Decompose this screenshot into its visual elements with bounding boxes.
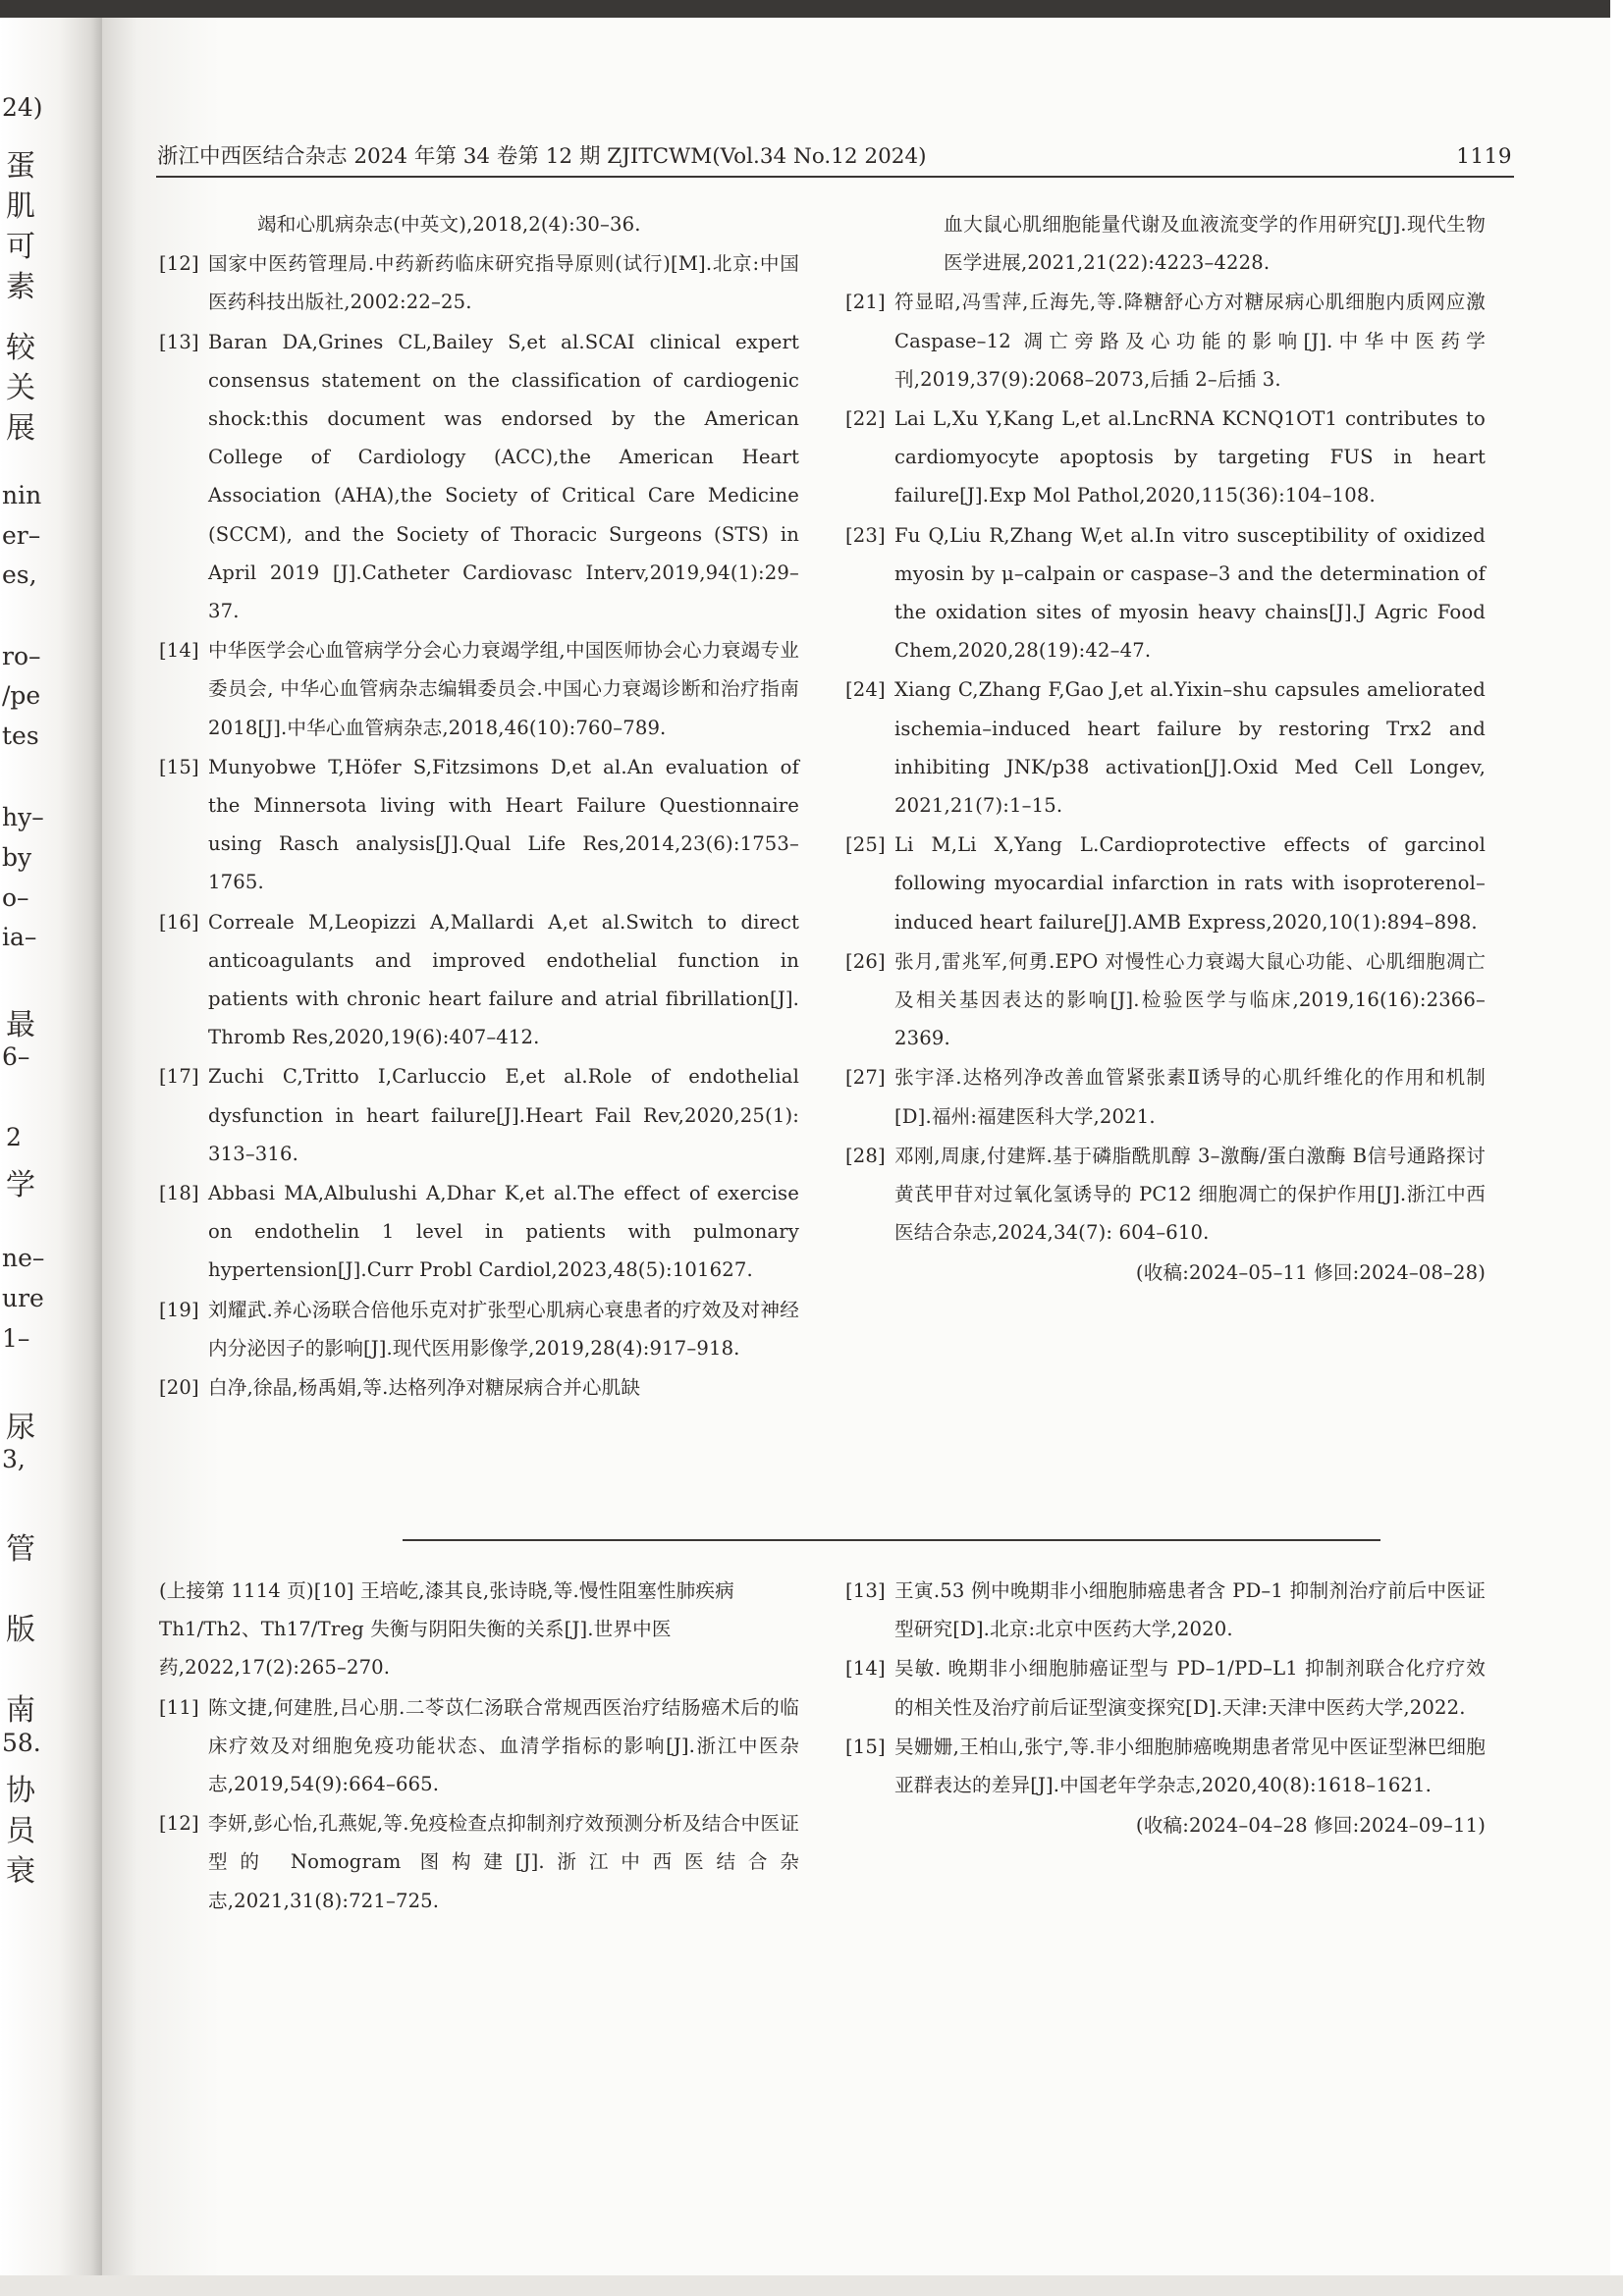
- margin-fragment: o–: [2, 883, 29, 912]
- reference-number: [16]: [159, 910, 199, 934]
- reference-number: [15]: [845, 1735, 886, 1758]
- reference-number: [14]: [845, 1657, 886, 1681]
- reference-number: [21]: [845, 291, 886, 314]
- reference-number: [12]: [159, 1812, 199, 1836]
- margin-fragment: 58.: [2, 1729, 41, 1757]
- reference-number: [11]: [159, 1695, 199, 1719]
- margin-fragment: 6–: [2, 1042, 30, 1071]
- reference-number: [24]: [845, 678, 886, 702]
- margin-fragment: ro–: [2, 642, 41, 670]
- reference-text: Baran DA,Grines CL,Bailey S,et al.SCAI clinical expert consensus statement on the classification of cardiogenic shock:this document was endorsed by the American College of Cardiology (ACC),the American Heart Association (AHA),the Society of Critical Care Medicine (SCCM), and the Society of Thoracic Surgeons (STS) in April 2019 [J].Catheter Cardiovasc Interv,2019,94(1):29–37.: [208, 330, 799, 623]
- reference-text: 张月,雷兆军,何勇.EPO 对慢性心力衰竭大鼠心功能、心肌细胞凋亡及相关基因表达的影响[J].检验医学与临床,2019,16(16):2366–2369.: [894, 949, 1486, 1050]
- reference-number: [22]: [845, 407, 886, 431]
- reference-text: 符显昭,冯雪萍,丘海先,等.降糖舒心方对糖尿病心肌细胞内质网应激 Caspase–12 凋亡旁路及心功能的影响[J].中华中医药学刊,2019,37(9):2068–2073,后插 2–后插 3.: [894, 291, 1486, 391]
- margin-fragment: 较: [6, 331, 35, 365]
- reference-text: 白净,徐晶,杨禹娟,等.达格列净对糖尿病合并心肌缺: [208, 1376, 641, 1400]
- reference-item: [159, 1688, 799, 1804]
- reference-item: [845, 1649, 1486, 1726]
- margin-fragment: 南: [6, 1693, 35, 1728]
- reference-text: 中华医学会心血管病学分会心力衰竭学组,中国医师协会心力衰竭专业委员会, 中华心血管病杂志编辑委员会.中国心力衰竭诊断和治疗指南 2018[J].中华心血管病杂志,2018,46(10):760–789.: [208, 639, 799, 739]
- reference-item: [159, 1291, 799, 1367]
- margin-fragment: 肌: [6, 189, 35, 224]
- margin-fragment: ia–: [2, 923, 37, 951]
- reference-number: [25]: [845, 833, 886, 857]
- reference-number: [13]: [159, 330, 199, 353]
- reference-item: [159, 903, 799, 1057]
- margin-fragment: er–: [2, 521, 41, 550]
- reference-text: 竭和心肌病杂志(中英文),2018,2(4):30–36.: [257, 213, 641, 236]
- article1-right-column: [845, 205, 1486, 1293]
- reference-text: Li M,Li X,Yang L.Cardioprotective effects of garcinol following myocardial infarction in rats with isoproterenol–induced heart failure[J].AMB Express,2020,10(1):894–898.: [894, 833, 1486, 934]
- reference-number: [18]: [159, 1182, 199, 1205]
- margin-fragment: 版: [6, 1613, 35, 1647]
- margin-fragment: ne–: [2, 1244, 45, 1272]
- reference-text: Lai L,Xu Y,Kang L,et al.LncRNA KCNQ1OT1 contributes to cardiomyocyte apoptosis by targeting FUS in heart failure[J].Exp Mol Pathol,2020,115(36):104–108.: [894, 407, 1486, 507]
- reference-text: 王寅.53 例中晚期非小细胞肺癌患者含 PD–1 抑制剂治疗前后中医证型研究[D].北京:北京中医药大学,2020.: [894, 1579, 1486, 1641]
- reference-item: [845, 400, 1486, 515]
- margin-fragment: 管: [6, 1532, 35, 1567]
- reference-text: 刘耀武.养心汤联合倍他乐克对扩张型心肌病心衰患者的疗效及对神经内分泌因子的影响[J].现代医用影像学,2019,28(4):917–918.: [208, 1298, 799, 1360]
- reference-item: [159, 748, 799, 902]
- received-revised-dates: (收稿:2024–05–11 修回:2024–08–28): [1135, 1261, 1486, 1285]
- reference-item: [159, 1368, 799, 1407]
- reference-item: [159, 1572, 799, 1687]
- margin-fragment: 最: [6, 1008, 35, 1042]
- received-revised-dates: (收稿:2024–04–28 修回:2024–09–11): [1135, 1814, 1486, 1838]
- journal-page: [102, 18, 1610, 2275]
- margin-fragment: ure: [2, 1284, 44, 1312]
- running-header: [157, 139, 1512, 170]
- reference-item: [845, 283, 1486, 399]
- reference-text: 血大鼠心肌细胞能量代谢及血液流变学的作用研究[J].现代生物医学进展,2021,21(22):4223–4228.: [944, 213, 1486, 275]
- journal-title: 浙江中西医结合杂志 2024 年第 34 卷第 12 期 ZJITCWM(Vol.34 No.12 2024): [157, 144, 927, 169]
- reference-number: [20]: [159, 1376, 199, 1400]
- reference-item: [845, 1572, 1486, 1648]
- margin-fragment: by: [2, 843, 32, 872]
- margin-fragment: 可: [6, 230, 35, 264]
- reference-number: [26]: [845, 949, 886, 973]
- margin-fragment: 蛋: [6, 149, 35, 184]
- margin-fragment: 衰: [6, 1854, 35, 1889]
- reference-number: [12]: [159, 252, 199, 276]
- reference-text: 邓刚,周康,付建辉.基于磷脂酰肌醇 3–激酶/蛋白激酶 B信号通路探讨黄芪甲苷对过氧化氢诱导的 PC12 细胞凋亡的保护作用[J].浙江中西医结合杂志,2024,34(7): 604–610.: [894, 1144, 1486, 1245]
- article1-left-column: [159, 205, 799, 1408]
- margin-fragment: es,: [2, 561, 37, 589]
- reference-number: [17]: [159, 1065, 199, 1089]
- reference-text: 吴姗姗,王柏山,张宁,等.非小细胞肺癌晚期患者常见中医证型淋巴细胞亚群表达的差异[J].中国老年学杂志,2020,40(8):1618–1621.: [894, 1735, 1486, 1797]
- reference-item: [845, 942, 1486, 1058]
- reference-item: [845, 205, 1486, 282]
- reference-item: [845, 826, 1486, 941]
- reference-number: [15]: [159, 755, 199, 778]
- reference-item: [845, 670, 1486, 825]
- previous-page-strip: [0, 18, 102, 2275]
- margin-fragment: 24): [2, 93, 43, 122]
- margin-fragment: 学: [6, 1168, 35, 1202]
- reference-text: 国家中医药管理局.中药新药临床研究指导原则(试行)[M].北京:中国医药科技出版社,2002:22–25.: [208, 252, 799, 314]
- reference-item: [845, 516, 1486, 670]
- reference-text: Abbasi MA,Albulushi A,Dhar K,et al.The effect of exercise on endothelin 1 level in patients with pulmonary hypertension[J].Curr Probl Cardiol,2023,48(5):101627.: [208, 1182, 799, 1282]
- article2-left-column: [159, 1572, 799, 1921]
- reference-number: [14]: [159, 639, 199, 663]
- reference-item: [159, 323, 799, 631]
- scan-top-edge: [0, 0, 1623, 18]
- reference-item: [159, 1804, 799, 1920]
- margin-fragment: 素: [6, 270, 35, 304]
- margin-fragment: 尿: [6, 1411, 35, 1445]
- reference-item: [159, 631, 799, 747]
- reference-text: 张宇泽.达格列净改善血管紧张素Ⅱ诱导的心肌纤维化的作用和机制[D].福州:福建医科大学,2021.: [894, 1066, 1486, 1128]
- reference-text: Zuchi C,Tritto I,Carluccio E,et al.Role of endothelial dysfunction in heart failure[J].Heart Fail Rev,2020,25(1): 313–316.: [208, 1065, 799, 1165]
- reference-text: Fu Q,Liu R,Zhang W,et al.In vitro susceptibility of oxidized myosin by μ–calpain or caspase–3 and the determination of the oxidation sites of myosin heavy chains[J].J Agric Food Chem,2020,28(19):42–47.: [894, 523, 1486, 663]
- header-rule: [156, 176, 1514, 178]
- margin-fragment: /pe: [2, 681, 41, 710]
- reference-item: [845, 1137, 1486, 1253]
- margin-fragment: 展: [6, 411, 35, 446]
- reference-number: [27]: [845, 1066, 886, 1090]
- reference-number: [28]: [845, 1144, 886, 1167]
- margin-fragment: tes: [2, 721, 39, 750]
- reference-number: [23]: [845, 523, 886, 547]
- margin-fragment: nin: [2, 481, 42, 509]
- margin-fragment: 关: [6, 371, 35, 405]
- reference-text: Xiang C,Zhang F,Gao J,et al.Yixin–shu capsules ameliorated ischemia–induced heart failure by restoring Trx2 and inhibiting JNK/p38 activation[J].Oxid Med Cell Longev, 2021,21(7):1–15.: [894, 678, 1486, 818]
- reference-number: [13]: [845, 1579, 886, 1602]
- article-divider: [403, 1539, 1380, 1541]
- reference-text: Munyobwe T,Höfer S,Fitzsimons D,et al.An evaluation of the Minnersota living with Heart Failure Questionnaire using Rasch analysis[J].Qual Life Res,2014,23(6):1753–1765.: [208, 755, 799, 894]
- reference-number: [19]: [159, 1298, 199, 1321]
- page-number: 1119: [1456, 144, 1512, 169]
- reference-text: 李妍,彭心怡,孔燕妮,等.免疫检查点抑制剂疗效预测分析及结合中医证型的 Nomogram 图构建[J].浙江中西医结合杂志,2021,31(8):721–725.: [208, 1812, 799, 1912]
- margin-fragment: 协: [6, 1774, 35, 1808]
- margin-fragment: 1–: [2, 1324, 30, 1353]
- reference-text: 吴敏. 晚期非小细胞肺癌证型与 PD–1/PD–L1 抑制剂联合化疗疗效的相关性及治疗前后证型演变探究[D].天津:天津中医药大学,2022.: [894, 1657, 1486, 1719]
- reference-text-continued: (上接第 1114 页)[10] 王培屹,漆其良,张诗晓,等.慢性阻塞性肺疾病 Th1/Th2、Th17/Treg 失衡与阴阳失衡的关系[J].世界中医药,2022,17(2):265–270.: [159, 1579, 734, 1680]
- reference-item: [845, 1058, 1486, 1135]
- reference-item: [159, 1057, 799, 1173]
- reference-text: 陈文捷,何建胜,吕心朋.二苓苡仁汤联合常规西医治疗结肠癌术后的临床疗效及对细胞免疫功能状态、血清学指标的影响[J].浙江中医杂志,2019,54(9):664–665.: [208, 1695, 799, 1796]
- reference-text: Correale M,Leopizzi A,Mallardi A,et al.Switch to direct anticoagulants and improved endothelial function in patients with chronic heart failure and atrial fibrillation[J]. Thromb Res,2020,19(6):407–412.: [208, 910, 799, 1049]
- reference-item: [159, 1174, 799, 1290]
- scan-right-edge: [1610, 0, 1623, 2296]
- margin-fragment: hy–: [2, 803, 44, 831]
- reference-item: [845, 1728, 1486, 1804]
- margin-fragment: 3,: [2, 1445, 26, 1473]
- article2-right-column: [845, 1572, 1486, 1844]
- reference-item: [159, 205, 799, 243]
- margin-fragment: 2: [6, 1123, 22, 1151]
- scan-bottom-edge: [0, 2275, 1623, 2296]
- reference-item: [159, 244, 799, 321]
- margin-fragment: 员: [6, 1814, 35, 1848]
